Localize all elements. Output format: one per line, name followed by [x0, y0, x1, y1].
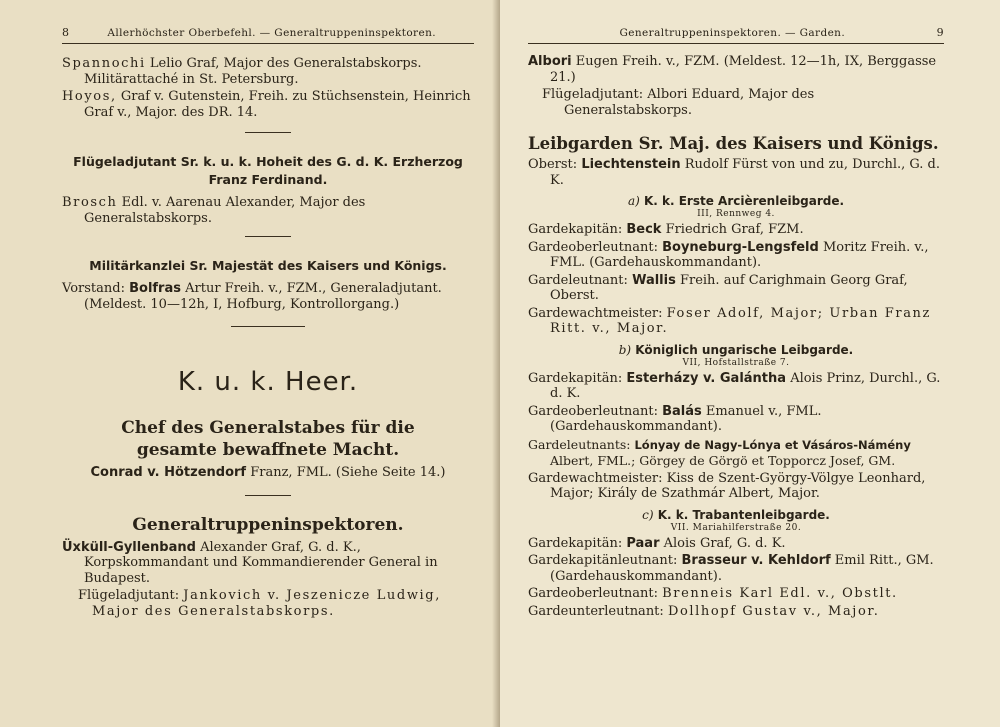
garde-row: Gardeunterleutnant: Dollhopf Gustav v., Major. — [528, 603, 880, 619]
chef-title: Chef des Generalstabes für die gesamte bewaffnete Macht. — [121, 418, 415, 460]
garde-row: Gardekapitän: Paar Alois Graf, G. d. K. — [528, 535, 786, 551]
left-running-head — [62, 26, 474, 44]
subsection-c-title: c) K. k. Trabantenleibgarde. — [642, 507, 830, 522]
subsection-a-address: III, Rennweg 4. — [697, 209, 775, 219]
section-title-militarkanzlei: Militärkanzlei Sr. Majestät des Kaisers und Königs. — [89, 258, 447, 273]
garde-row: Gardeoberleutnant: Balás Emanuel v., FML. (Gardehauskommandant). — [528, 403, 822, 434]
entry-liechtenstein: Oberst: Liechtenstein Rudolf Fürst von und zu, Durchl., G. d. K. — [528, 157, 941, 188]
entry-brosch: Brosch Edl. v. Aarenau Alexander, Major des Generalstabskorps. — [62, 195, 366, 226]
heer-title: K. u. k. Heer. — [177, 367, 359, 397]
garde-row: Gardewachtmeister: Foser Adolf, Major; Urban Franz Ritt. v., Major. — [528, 305, 931, 336]
subsection-b-title: b) Königlich ungarische Leibgarde. — [618, 342, 854, 357]
entry-albori: Albori Eugen Freih. v., FZM. (Meldest. 12—1h, IX, Berggasse 21.) — [528, 54, 937, 85]
entry-bolfras: Vorstand: Bolfras Artur Freih. v., FZM., Generaladjutant. (Meldest. 10—12h, I, Hofburg, Kontrollorgang.) — [62, 281, 442, 312]
entry-spannochi: Spannochi Lelio Graf, Major des Generalstabskorps. Militärattaché in St. Petersburg. — [62, 56, 422, 87]
section-title-flugeladjutant: Flügeladjutant Sr. k. u. k. Hoheit des G. d. K. Erzherzog Franz Ferdinand. — [73, 154, 463, 187]
generaltruppeninspektoren-title: Generaltruppeninspektoren. — [132, 514, 404, 535]
garde-row: Gardekapitän: Beck Friedrich Graf, FZM. — [528, 222, 804, 237]
subsection-b-address: VII, Hofstallstraße 7. — [682, 357, 790, 368]
right-running-head-text: Generaltruppeninspektoren. — Garden. — [619, 27, 846, 39]
right-page-number: 9 — [936, 26, 944, 39]
garde-row: Gardekapitänleutnant: Brasseur v. Kehldorf Emil Ritt., GM. (Gardehauskommandant). — [528, 553, 934, 584]
entry-jankovich: Flügeladjutant: Jankovich v. Jeszenicze Ludwig, Major des Generalstabskorps. — [78, 588, 441, 619]
left-running-head-text: Allerhöchster Oberbefehl. — Generaltruppeninspektoren. — [107, 27, 436, 39]
garde-row: Gardewachtmeister: Kiss de Szent-György-Völgye Leonhard, Major; Király de Szathmár Albert, Major. — [528, 470, 926, 501]
entry-hoyos: Hoyos, Graf v. Gutenstein, Freih. zu Stüchsenstein, Heinrich Graf v., Major. des DR. 14. — [62, 89, 471, 120]
garde-row: Gardeoberleutnant: Boyneburg-Lengsfeld Moritz Freih. v., FML. (Gardehauskommandant). — [528, 239, 929, 270]
garde-row: Gardeleutnant: Wallis Freih. auf Carighmain Georg Graf, Oberst. — [528, 272, 908, 303]
entry-conrad: Conrad v. Hötzendorf Franz, FML. (Siehe Seite 14.) — [90, 465, 446, 480]
subsection-a-title: a) K. k. Erste Arcièrenleibgarde. — [627, 194, 845, 208]
left-page-number: 8 — [62, 26, 70, 39]
garde-row: Gardeleutnants: Lónyay de Nagy-Lónya et Vásáros-Námény Albert, FML.; Görgey de Görgö et Topporcz Josef, GM. — [528, 436, 911, 468]
garde-row: Gardeoberleutnant: Brenneis Karl Edl. v., Obstlt. — [528, 586, 898, 601]
right-running-head — [528, 26, 944, 44]
right-page — [500, 0, 1000, 727]
entry-albori-adjutant: Flügeladjutant: Albori Eduard, Major des Generalstabskorps. — [542, 87, 815, 118]
leibgarden-title: Leibgarden Sr. Maj. des Kaisers und Königs. — [528, 134, 939, 153]
subsection-c-address: VII. Mariahilferstraße 20. — [670, 522, 802, 533]
garde-row: Gardekapitän: Esterházy v. Galántha Alois Prinz, Durchl., G. d. K. — [528, 370, 941, 401]
entry-uxkull: Üxküll-Gyllenband Alexander Graf, G. d. K., Korpskommandant und Kommandierender General in Budapest. — [62, 539, 438, 586]
